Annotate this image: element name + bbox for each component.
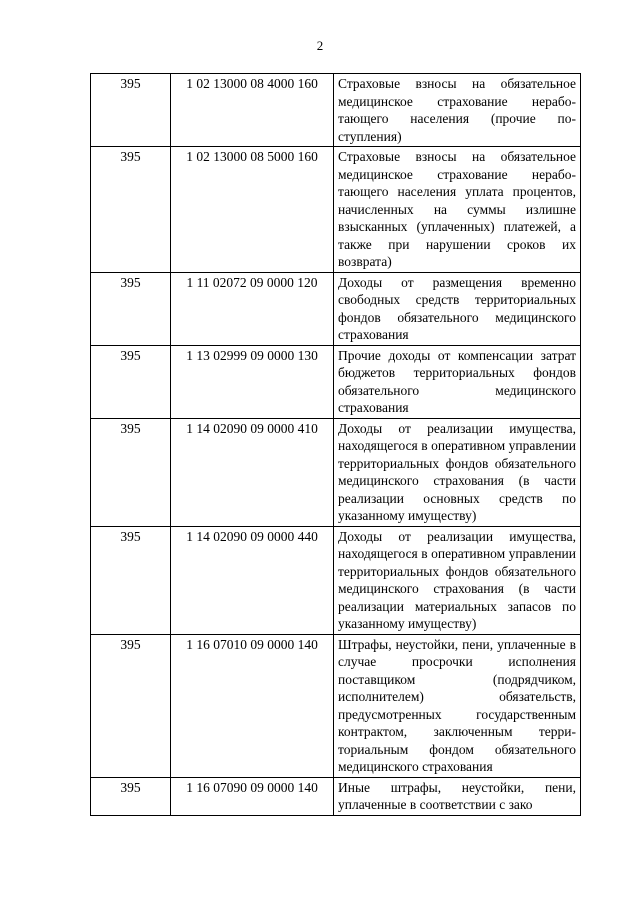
income-description-cell: Иные штрафы, неустойки, пени, уплаченные в соответствии с зако [334, 777, 581, 815]
budget-classification-code-cell: 1 13 02999 09 0000 130 [171, 345, 334, 418]
income-description-cell: Доходы от реализации имущества, находящегося в оперативном управлении территориальных фондов обязательного медицинского страхования (в части реализации основных средств по указанному имуществу) [334, 418, 581, 526]
income-description-cell: Доходы от реализации имущества, находящегося в оперативном управлении территориальных фондов обязательного медицинского страхования (в части реализации материальных запасов по указанному имуществу) [334, 526, 581, 634]
table-row [91, 526, 581, 634]
admin-code-cell: 395 [91, 74, 171, 147]
table-row [91, 345, 581, 418]
table-row [91, 418, 581, 526]
budget-classification-code-cell: 1 14 02090 09 0000 440 [171, 526, 334, 634]
budget-classification-code-cell: 1 11 02072 09 0000 120 [171, 272, 334, 345]
admin-code-cell: 395 [91, 418, 171, 526]
admin-code-cell: 395 [91, 526, 171, 634]
admin-code-cell: 395 [91, 345, 171, 418]
admin-code-cell: 395 [91, 272, 171, 345]
income-description-cell: Прочие доходы от компенсации затрат бюджетов территориальных фондов обязательного медицинского страхования [334, 345, 581, 418]
table-row [91, 74, 581, 147]
income-description-cell: Страховые взносы на обязательное медицинское страхование неработающего населения (прочие поступления) [334, 74, 581, 147]
admin-code-cell: 395 [91, 777, 171, 815]
page-number: 2 [316, 38, 324, 53]
table-row [91, 634, 581, 777]
income-description-cell: Страховые взносы на обязательное медицинское страхование неработающего населения уплата процентов, начисленных на суммы излишне взысканных (уплаченных) платежей, а также при нарушении сроков их возврата) [334, 147, 581, 273]
admin-code-cell: 395 [91, 147, 171, 273]
budget-classification-code-cell: 1 02 13000 08 5000 160 [171, 147, 334, 273]
budget-classification-code-cell: 1 16 07010 09 0000 140 [171, 634, 334, 777]
income-description-cell: Доходы от размещения временно свободных средств территориальных фондов обязательного медицинского страхования [334, 272, 581, 345]
budget-codes-table [90, 73, 581, 816]
admin-code-cell: 395 [91, 634, 171, 777]
table-row [91, 777, 581, 815]
budget-classification-code-cell: 1 16 07090 09 0000 140 [171, 777, 334, 815]
table-row [91, 272, 581, 345]
budget-classification-code-cell: 1 14 02090 09 0000 410 [171, 418, 334, 526]
table-row [91, 147, 581, 273]
budget-classification-code-cell: 1 02 13000 08 4000 160 [171, 74, 334, 147]
income-description-cell: Штрафы, неустойки, пени, уплаченные в случае просрочки исполнения поставщиком (подрядчиком, исполнителем) обязательств, предусмотренных государственным контрактом, заключенным территориальным фондом обязательного медицинского страхования [334, 634, 581, 777]
